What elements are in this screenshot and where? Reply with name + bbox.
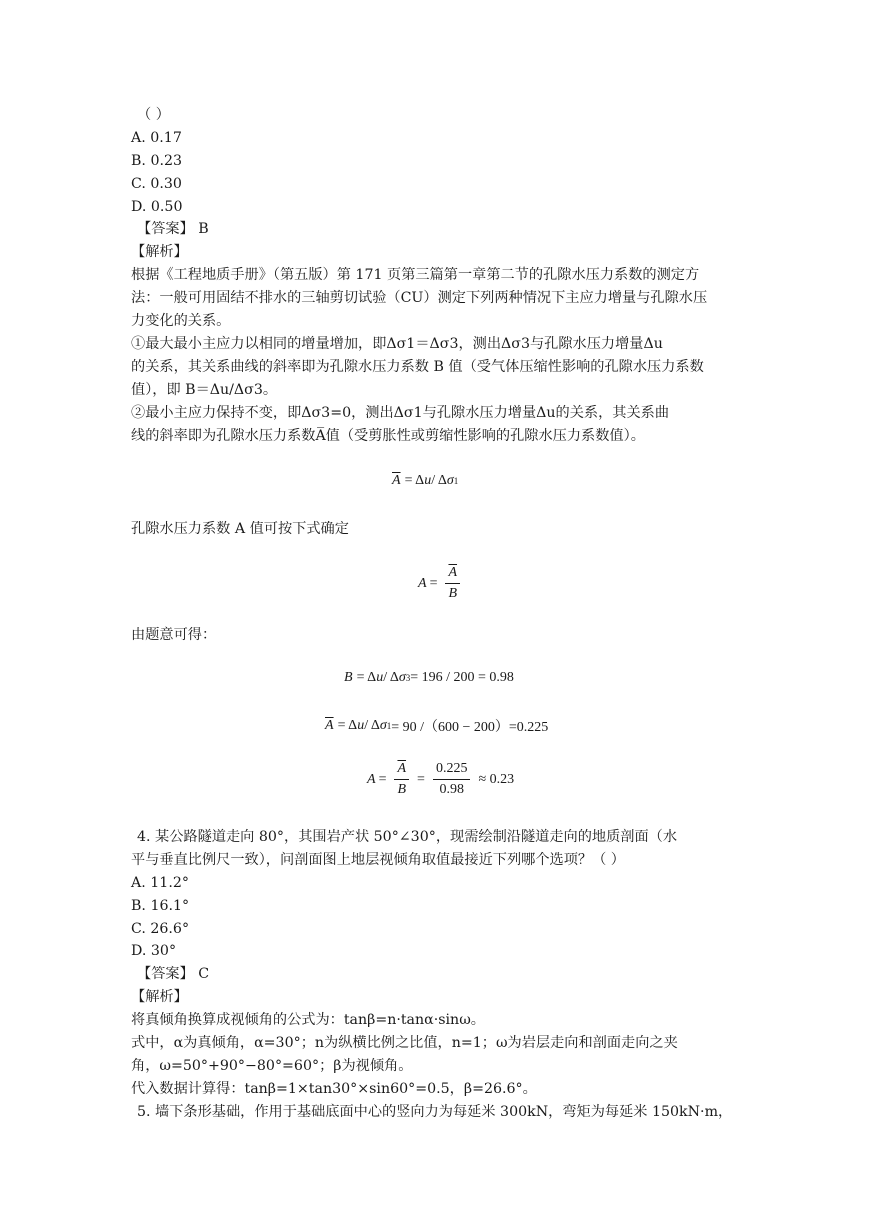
q3-option-b: B. 0.23 <box>131 153 183 169</box>
q3-paragraph-line: ①最大最小主应力以相同的增量增加，即Δσ1＝Δσ3，测出Δσ3与孔隙水压力增量Δu <box>131 336 663 352</box>
fraction: $\frac{0.225}{0.98}$ <box>433 760 471 799</box>
q4-paragraph-line: 将真倾角换算成视倾角的公式为：tanβ=n·tanα·sinω。 <box>131 1012 485 1028</box>
q4-option-d: D. 30° <box>131 943 177 959</box>
q4-paragraph-line: 代入数据计算得：tanβ=1×tan30°×sin60°=0.5，β=26.6°。 <box>131 1081 537 1097</box>
q3-analysis-label: 【解析】 <box>131 244 188 260</box>
formula-a-result: A = $\frac{\overline{A}}{B}$ = $\frac{0.225}{0.98}$ ≈ 0.23 <box>367 761 515 797</box>
formula-a-bar-calculation: $\overline{A}$ = Δ u / Δ σ 1 = 90 /（600 − 200）=0.225 <box>325 718 549 735</box>
q3-paragraph-line: 力变化的关系。 <box>131 313 231 329</box>
formula-a-bar-definition: $\overline{A}$ = Δ u / Δ σ 1 <box>392 473 459 488</box>
q5-stem-line: 5. 墙下条形基础，作用于基础底面中心的竖向力为每延米 300kN，弯矩为每延米 150kN·m， <box>137 1104 733 1120</box>
q4-paragraph-line: 式中，α为真倾角，α=30°；n为纵横比例之比值，n=1；ω为岩层走向和剖面走向之夹 <box>131 1035 678 1051</box>
q4-option-b: B. 16.1° <box>131 898 190 914</box>
formula-b-calculation: B = Δ u / Δ σ 3 = 196 / 200 = 0.98 <box>344 670 514 685</box>
q3-paragraph-line: 法：一般可用固结不排水的三轴剪切试验（CU）测定下列两种情况下主应力增量与孔隙水压 <box>131 290 708 306</box>
q3-answer: 【答案】 B <box>137 221 209 237</box>
q4-option-c: C. 26.6° <box>131 921 190 937</box>
q4-paragraph-line: 角，ω=50°+90°−80°=60°；β为视倾角。 <box>131 1058 413 1074</box>
q4-stem-line: 4. 某公路隧道走向 80°，其围岩产状 50°∠30°，现需绘制沿隧道走向的地质剖面（水 <box>137 829 678 845</box>
q3-option-a: A. 0.17 <box>131 130 182 146</box>
fraction: $\frac{\overline{A}}{B}$ <box>445 564 460 603</box>
q3-stem-tail: （ ） <box>137 107 170 123</box>
formula-a-definition: A = $\frac{\overline{A}}{B}$ <box>418 564 465 603</box>
q3-paragraph-line: 线的斜率即为孔隙水压力系数A̅值（受剪胀性或剪缩性影响的孔隙水压力系数值）。 <box>131 428 645 444</box>
q4-analysis-label: 【解析】 <box>131 989 188 1005</box>
q4-option-a: A. 11.2° <box>131 875 189 891</box>
q3-option-c: C. 0.30 <box>131 176 182 192</box>
q4-stem-line: 平与垂直比例尺一致），问剖面图上地层视倾角取值最接近下列哪个选项？（ ） <box>131 852 625 868</box>
derive-label: 由题意可得： <box>131 627 217 643</box>
fraction: $\frac{\overline{A}}{B}$ <box>394 760 409 799</box>
q3-paragraph-line: 根据《工程地质手册》（第五版）第 171 页第三篇第一章第二节的孔隙水压力系数的测定方 <box>131 267 700 283</box>
q3-paragraph-line: 的关系，其关系曲线的斜率即为孔隙水压力系数 B 值（受气体压缩性影响的孔隙水压力系数 <box>131 359 704 375</box>
a-value-intro: 孔隙水压力系数 A 值可按下式确定 <box>131 521 349 537</box>
q3-paragraph-line: 值），即 B＝Δu/Δσ3。 <box>131 382 278 398</box>
q4-answer: 【答案】 C <box>137 966 210 982</box>
q3-option-d: D. 0.50 <box>131 199 183 215</box>
q3-paragraph-line: ②最小主应力保持不变，即Δσ3=0，测出Δσ1与孔隙水压力增量Δu的关系，其关系曲 <box>131 405 670 421</box>
